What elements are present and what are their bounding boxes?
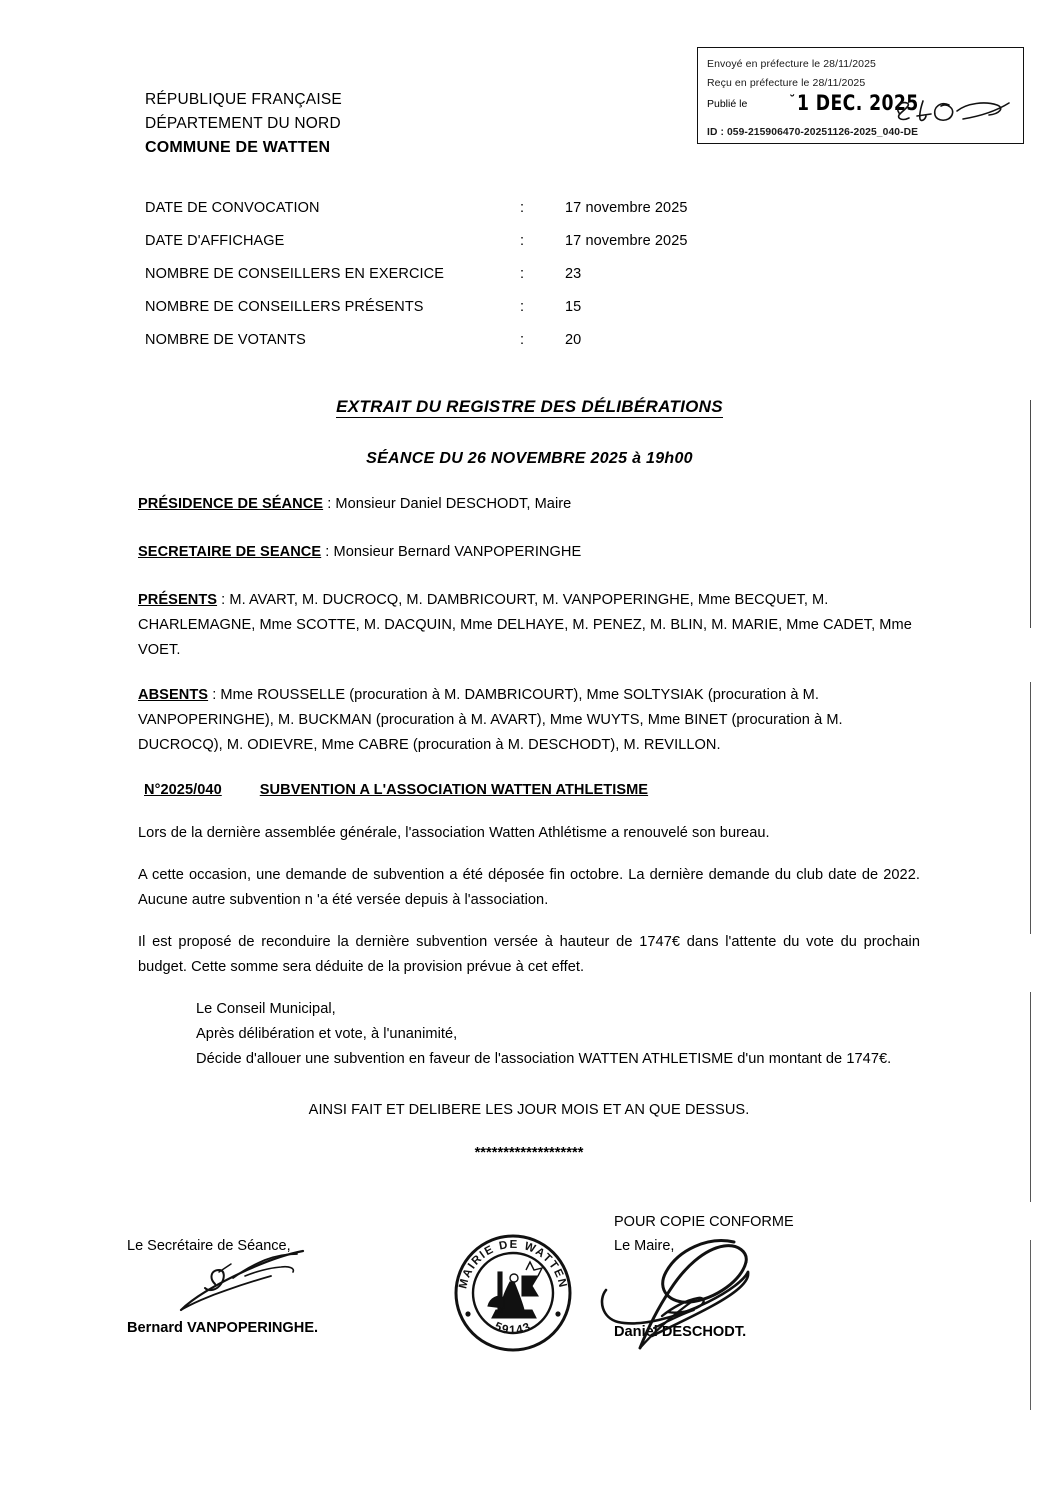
secretary-value: : Monsieur Bernard VANPOPERINGHE <box>321 544 582 560</box>
absent-members-paragraph <box>138 683 920 758</box>
table-row <box>145 299 745 332</box>
stamp-tick-mark: ˘ <box>788 91 797 111</box>
mayor-signature-block <box>614 1210 944 1340</box>
secretary-line <box>138 540 920 565</box>
present-members-paragraph <box>138 588 920 663</box>
table-row <box>145 233 745 266</box>
present-value: : M. AVART, M. DUCROCQ, M. DAMBRICOURT, M. VANPOPERINGHE, Mme BECQUET, M. CHARLEMAGNE, Mme SCOTTE, M. DACQUIN, Mme DELHAYE, M. PENEZ, M. BLIN, M. MARIE, Mme CADET, Mme VOET. <box>138 592 912 658</box>
deliberation-paragraph-1: Lors de la dernière assemblée générale, l'association Watten Athlétisme a renouvelé son bureau. <box>138 825 770 841</box>
meta-label: DATE D'AFFICHAGE <box>145 233 285 249</box>
prefecture-stamp-box <box>697 47 1024 144</box>
prefecture-received-line: Reçu en préfecture le 28/11/2025 <box>707 77 866 89</box>
asterisk-divider: ******************* <box>474 1145 584 1161</box>
table-row <box>145 332 745 365</box>
svg-text:59143 <box>492 1319 533 1337</box>
mayor-signature-name: Daniel DESCHODT. <box>614 1324 747 1340</box>
meta-label: NOMBRE DE VOTANTS <box>145 332 306 348</box>
seal-top-text: MAIRIE DE WATTEN <box>457 1238 569 1290</box>
department-label: DÉPARTEMENT DU NORD <box>145 115 341 132</box>
meta-separator: : <box>520 266 525 282</box>
deliberation-heading <box>138 778 920 803</box>
copy-certification-label: POUR COPIE CONFORME <box>614 1214 794 1230</box>
meta-value: 20 <box>565 332 582 348</box>
deliberation-subject: SUBVENTION A L'ASSOCIATION WATTEN ATHLETISME <box>259 782 649 798</box>
mayor-signature-title: Le Maire, <box>614 1238 675 1254</box>
decision-line-1: Le Conseil Municipal, <box>196 1001 336 1017</box>
commune-label: COMMUNE DE WATTEN <box>145 139 331 156</box>
deliberation-paragraph-2: A cette occasion, une demande de subvention a été déposée fin octobre. La dernière demande du club date de 2022. Aucune autre subvention n 'a été versée depuis à l'association. <box>138 867 920 908</box>
table-row <box>145 266 745 299</box>
meta-label: DATE DE CONVOCATION <box>145 200 320 216</box>
seal-bottom-text: 59143 <box>492 1319 534 1337</box>
secretary-signature-title: Le Secrétaire de Séance, <box>127 1238 291 1254</box>
republic-label: RÉPUBLIQUE FRANÇAISE <box>145 91 342 108</box>
prefecture-published-row <box>707 93 1023 119</box>
meta-value: 15 <box>565 299 582 315</box>
session-meta-table <box>145 200 745 365</box>
page-title-text: EXTRAIT DU REGISTRE DES DÉLIBÉRATIONS <box>336 397 723 416</box>
scan-artifact-marks <box>1026 400 1040 1310</box>
decision-line-2: Après délibération et vote, à l'unanimité, <box>196 1026 458 1042</box>
meta-separator: : <box>520 332 525 348</box>
page-title <box>0 397 1059 417</box>
published-date-text: 1 DEC. 2025 <box>797 91 919 115</box>
presidency-label: PRÉSIDENCE DE SÉANCE <box>138 496 324 512</box>
secretary-signature-block <box>127 1234 427 1336</box>
meta-value: 17 novembre 2025 <box>565 200 688 216</box>
absent-value: : Mme ROUSSELLE (procuration à M. DAMBRICOURT), Mme SOLTYSIAK (procuration à M. VANPOPERINGHE), M. BUCKMAN (procuration à M. AVART), Mme WUYTS, Mme BINET (procuration à M. DUCROCQ), M. ODIEVRE, Mme CABRE (procuration à M. DESCHODT), M. REVILLON. <box>138 687 843 753</box>
decision-block <box>138 997 920 1072</box>
prefecture-sent-line: Envoyé en préfecture le 28/11/2025 <box>707 58 876 70</box>
session-subtitle: SÉANCE DU 26 NOVEMBRE 2025 à 19h00 <box>366 450 693 467</box>
presidency-line <box>138 492 920 517</box>
meta-label: NOMBRE DE CONSEILLERS PRÉSENTS <box>145 299 424 315</box>
presidency-value: : Monsieur Daniel DESCHODT, Maire <box>323 496 572 512</box>
municipal-seal-stamp <box>452 1232 574 1354</box>
secretary-signature-name: Bernard VANPOPERINGHE. <box>127 1320 319 1336</box>
prefecture-id-line: ID : 059-215906470-20251126-2025_040-DE <box>707 127 919 138</box>
table-row <box>145 200 745 233</box>
decision-line-3: Décide d'allouer une subvention en faveur de l'association WATTEN ATHLETISME d'un montant de 1747€. <box>196 1051 892 1067</box>
meta-label: NOMBRE DE CONSEILLERS EN EXERCICE <box>145 266 445 282</box>
closing-formula: AINSI FAIT ET DELIBERE LES JOUR MOIS ET AN QUE DESSUS. <box>308 1102 750 1118</box>
secretary-label: SECRETAIRE DE SEANCE <box>138 544 322 560</box>
published-date-rubber-stamp <box>788 91 919 115</box>
meta-separator: : <box>520 233 525 249</box>
meta-separator: : <box>520 200 525 216</box>
document-body <box>138 492 920 1183</box>
absent-label: ABSENTS <box>138 687 209 703</box>
deliberation-number: N°2025/040 <box>144 782 222 798</box>
deliberation-paragraph-3: Il est proposé de reconduire la dernière subvention versée à hauteur de 1747€ dans l'attente du vote du prochain budget. Cette somme sera déduite de la provision prévue à cet effet. <box>138 934 920 975</box>
present-label: PRÉSENTS <box>138 592 218 608</box>
meta-separator: : <box>520 299 525 315</box>
meta-value: 23 <box>565 266 582 282</box>
meta-value: 17 novembre 2025 <box>565 233 688 249</box>
prefecture-published-label: Publié le <box>707 98 748 110</box>
document-header <box>145 88 342 160</box>
